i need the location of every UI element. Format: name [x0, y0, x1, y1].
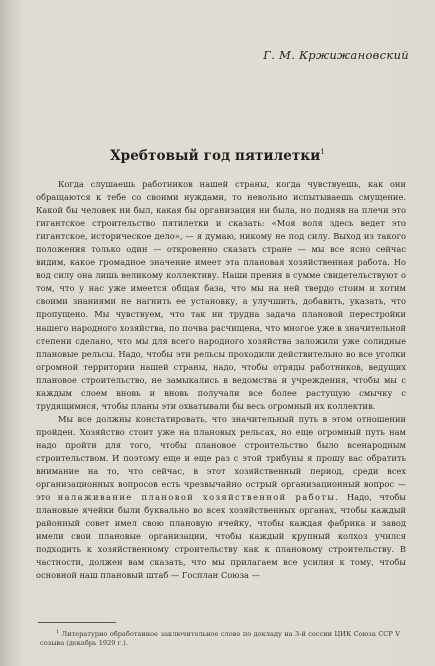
article-body	[36, 178, 406, 582]
paragraph-2-spaced-emphasis: налаживание плановой хозяйственной работы.	[57, 492, 340, 503]
footnote-mark: 1	[56, 629, 60, 635]
paragraph-1	[36, 178, 406, 413]
footnote-text: Литературно обработанное заключительное слово по докладу на 3-й сессии ЦИК Союза ССР V созыва (декабрь 1929 г.).	[40, 630, 400, 647]
paragraph-2-text-end: Надо, чтобы плановые ячейки были буквально во всех хозяйственных органах, чтобы каждый районный совет имел свою плановую ячейку, чтобы каждая фабрика и завод имели свои плановые организации, чтобы каждый крупный колхоз учился подходить к хозяйственному строительству как к плановому строительству. В частности, должен вам сказать, что мы прилагаем все усилия к тому, чтобы основной наш плановый штаб — Госплан Союза —	[36, 492, 406, 581]
footnote	[40, 628, 400, 648]
paragraph-1-text: Когда слушаешь работников нашей страны, когда чувствуешь, как они обращаются к тебе со своими нуждами, то невольно испытываешь смущение. Какой бы человек ни был, какая бы организация ни была, но подняв на плечи это гигантское строительство пятилетки и сказать: «Моя воля здесь ведет это гигантское, историческое дело», — я думаю, никому не под силу. Выход из такого положения только один — откровенно сказать стране — мы все ясно сейчас видим, какое громадное значение имеет эта плановая хозяйственная работа. Но вод силу она лишь великому коллективу. Наши прения в сумме свидетельствуют о том, что у нас уже имеется общая база, что мы на ней твердо стоим и хотим своими знаниями не нагнить ее установку, а улучшить, добавить, указать, что пропущено. Мы чувствуем, что так ни трудна задача плановой перестройки нашего народного хозяйства, по почва расчищена, что многое уже в значительной степени сделано, что мы для всего народного хозяйства заложили уже солидные плановые рельсы. Надо, чтобы эти рельсы проходили действительно во все уголки огромной территории нашей страны, надо, чтобы отряды работников, ведущих плановое строительство, не замыкались в ведомства и учреждения, чтобы мы с каждым слоем вновь и вновь получали все более растущую смычку с трудящимися, чтобы планы эти охватывали бы весь огромный их коллектив.	[36, 179, 406, 411]
article-title-text: Хребтовый год пятилетки	[110, 148, 321, 164]
paragraph-2	[36, 413, 406, 583]
footnote-divider	[38, 622, 116, 623]
author-name: Г. М. Кржижановский	[263, 48, 409, 62]
paragraph-2-text-start: Мы все должны констатировать, что значительный путь в этом отношении пройден. Хозяйство стоит уже на плановых рельсах, но еще огромный путь нам надо пройти для того, чтобы плановое строительство было всенародным строительством. И поэтому еще и еще раз с этой трибуны я прошу вас обратить внимание на то, что сейчас, в этот хозяйственный период, среди всех организационных вопросов есть чрезвычайно острый организационный вопрос — это	[36, 413, 406, 503]
article-title	[0, 148, 435, 164]
title-footnote-mark: 1	[320, 148, 325, 156]
